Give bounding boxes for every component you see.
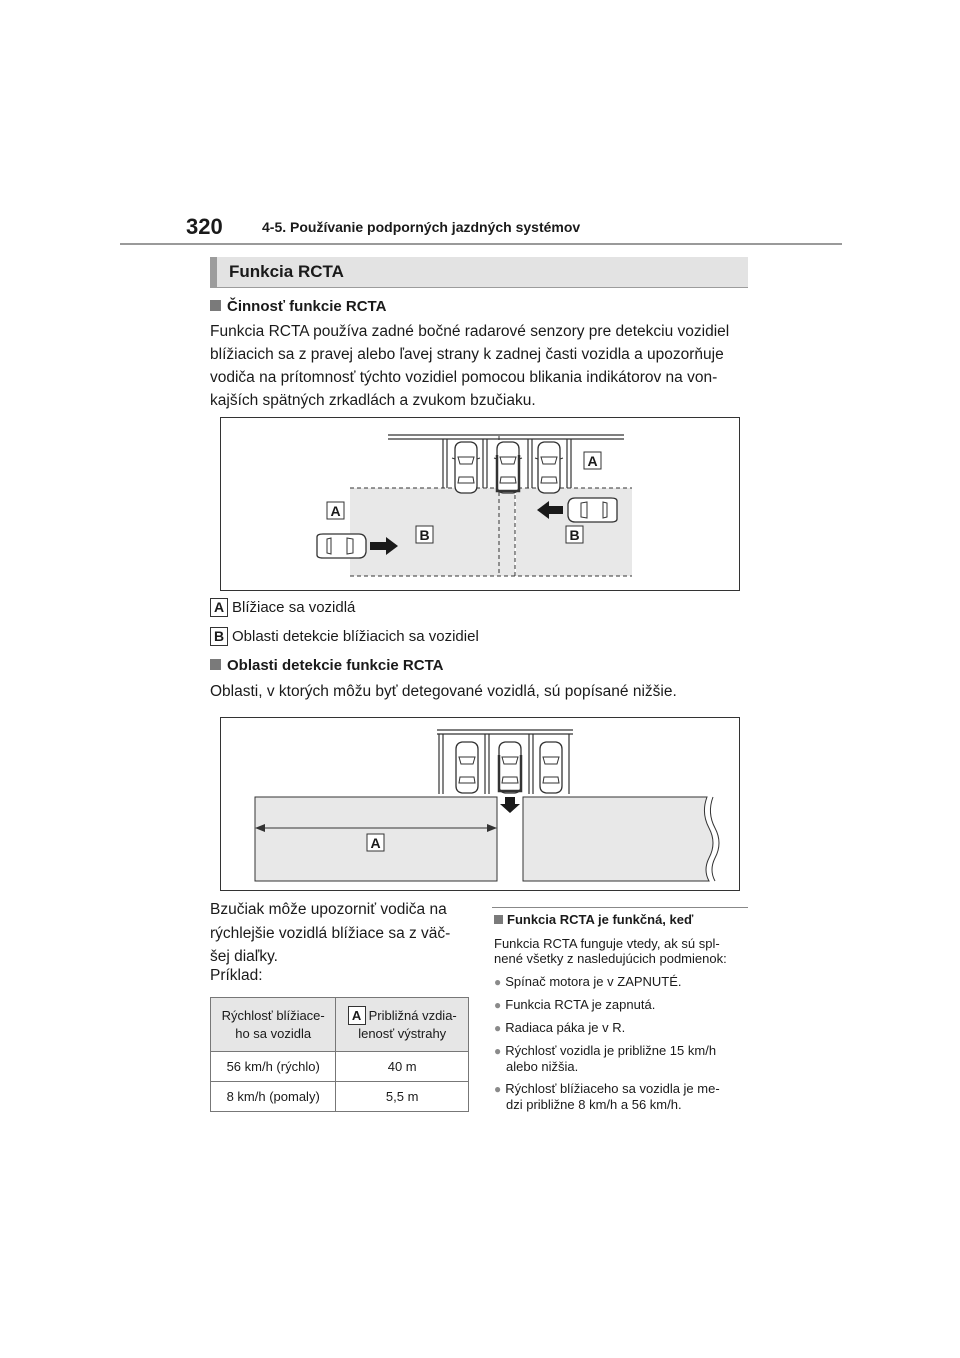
areas-heading-text: Oblasti detekcie funkcie RCTA	[227, 657, 444, 674]
bullet-dot-icon: ●	[494, 1044, 502, 1058]
table-row	[211, 1082, 469, 1112]
note-divider	[492, 907, 748, 908]
label-a-distance: A	[370, 835, 381, 851]
reverse-arrow-icon	[500, 797, 520, 813]
parked-car-icon	[535, 442, 563, 493]
col-speed-header: Rýchlosť blížiace- ho sa vozidla	[211, 998, 336, 1052]
legend-b-text: Oblasti detekcie blížiacich sa vozidiel	[232, 628, 479, 645]
label-b-left: B	[419, 527, 430, 543]
label-b-right: B	[569, 527, 580, 543]
text-line: blížiacich sa z pravej alebo ľavej strany k zadnej časti vozidla a upozorňuje	[210, 346, 724, 363]
approaching-car-right-icon	[568, 498, 617, 522]
rcta-operation-figure	[220, 417, 740, 591]
label-a-right: A	[587, 453, 598, 469]
parked-car-icon	[456, 742, 478, 793]
distance-cell: 40 m	[336, 1052, 469, 1082]
legend-key-b: B	[210, 627, 228, 646]
text-line: vodiča na prítomnosť týchto vozidiel pomocou blikania indikátorov na von-	[210, 369, 718, 386]
text-line: Funkcia RCTA používa zadné bočné radarové senzory pre detekciu vozidiel	[210, 323, 730, 340]
operation-text	[210, 320, 755, 412]
operation-heading	[210, 298, 386, 315]
text-line: Bzučiak môže upozorniť vodiča na	[210, 901, 447, 918]
approaching-car-left-icon	[317, 534, 366, 558]
parked-car-icon	[540, 742, 562, 793]
col-distance-header: A Približná vzdia- lenosť výstrahy	[336, 998, 469, 1052]
square-bullet-icon	[210, 300, 221, 311]
own-car-icon	[494, 442, 522, 493]
text-line: rýchlejšie vozidlá blížiace sa z väč-	[210, 924, 451, 942]
legend-key-a: A	[210, 598, 228, 617]
chapter-title: 4-5. Používanie podporných jazdných systémov	[262, 219, 581, 235]
legend-b	[210, 627, 479, 646]
note-bullet: ● Spínač motora je v ZAPNUTÉ.	[494, 974, 682, 989]
bullet-dot-icon: ●	[494, 1021, 502, 1035]
buzzer-text	[210, 898, 470, 969]
bullet-dot-icon: ●	[494, 1082, 502, 1096]
text-line: šej diaľky.	[210, 948, 278, 965]
bullet-dot-icon: ●	[494, 975, 502, 989]
note-bullet: ● Radiaca páka je v R.	[494, 1020, 626, 1035]
text-line: kajších spätných zrkadlách a zvukom bzučiaku.	[210, 392, 536, 409]
note-intro: Funkcia RCTA funguje vtedy, ak sú spl- nené všetky z nasledujúcich podmienok:	[494, 936, 727, 966]
own-car-icon	[499, 742, 521, 793]
rcta-operation-diagram	[221, 418, 739, 590]
detection-area-diagram	[221, 718, 739, 890]
example-label: Príklad:	[210, 967, 263, 984]
note-bullet: ● Rýchlosť blížiaceho sa vozidla je me- dzi približne 8 km/h a 56 km/h.	[494, 1081, 720, 1112]
note-bullet: ● Rýchlosť vozidla je približne 15 km/h alebo nižšia.	[494, 1043, 717, 1074]
table-row	[211, 1052, 469, 1082]
parked-car-icon	[452, 442, 480, 493]
areas-text: Oblasti, v ktorých môžu byť detegované vozidlá, sú popísané nižšie.	[210, 683, 677, 700]
distance-key-a: A	[348, 1006, 366, 1025]
detection-area-figure	[220, 717, 740, 891]
square-bullet-icon	[494, 915, 503, 924]
speed-cell: 56 km/h (rýchlo)	[211, 1052, 336, 1082]
bullet-dot-icon: ●	[494, 998, 502, 1012]
note-heading	[494, 912, 693, 927]
note-bullet: ● Funkcia RCTA je zapnutá.	[494, 997, 656, 1012]
detection-zone-right	[523, 797, 713, 881]
label-a-left: A	[330, 503, 341, 519]
legend-a-text: Blížiace sa vozidlá	[232, 599, 356, 616]
speed-distance-table	[210, 997, 469, 1112]
distance-cell: 5,5 m	[336, 1082, 469, 1112]
operation-heading-text: Činnosť funkcie RCTA	[227, 298, 387, 315]
square-bullet-icon	[210, 659, 221, 670]
speed-cell: 8 km/h (pomaly)	[211, 1082, 336, 1112]
areas-heading	[210, 657, 443, 674]
header-divider	[120, 243, 842, 245]
section-title: Funkcia RCTA	[229, 262, 344, 281]
legend-a	[210, 598, 355, 617]
note-heading-text: Funkcia RCTA je funkčná, keď	[507, 912, 694, 927]
page-number: 320	[186, 214, 223, 239]
table-header-row	[211, 998, 469, 1052]
section-title-bar	[210, 257, 748, 288]
